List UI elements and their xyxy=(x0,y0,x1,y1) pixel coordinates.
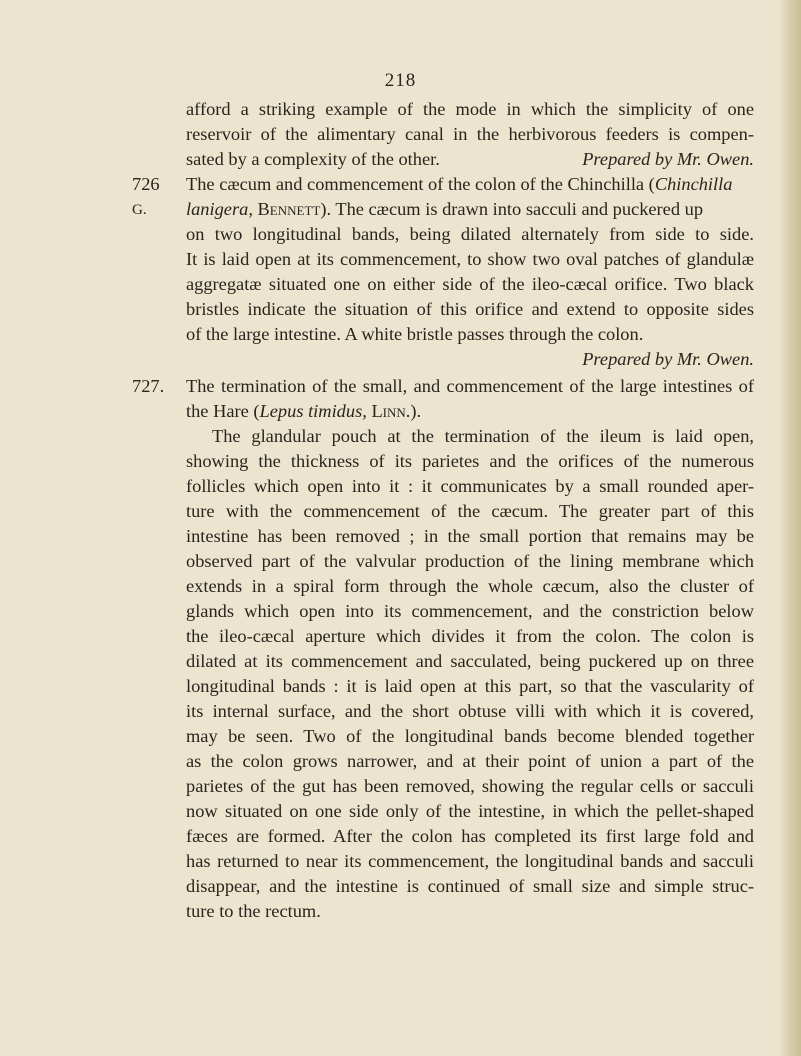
page-edge-shadow xyxy=(779,0,801,1056)
entry-726-line: bristles indicate the situation of this orifice and extend to opposite sides xyxy=(186,299,754,319)
entry-727-line: intestine has been removed ; in the small portion that remains may be xyxy=(186,526,754,546)
entry-727-line: ture to the rectum. xyxy=(186,901,321,921)
entry-726-line: of the large intestine. A white bristle passes through the colon. xyxy=(186,324,644,344)
entry-727-line: now situated on one side only of the intestine, in which the pellet-shaped xyxy=(186,801,754,821)
entry-726-line: aggregatæ situated one on either side of the ileo-cæcal orifice. Two black xyxy=(186,274,754,294)
entry-726-credit: Prepared by Mr. Owen. xyxy=(582,349,754,369)
entry-726-line: on two longitudinal bands, being dilated alternately from side to side. xyxy=(186,224,754,244)
entry-727-line: as the colon grows narrower, and at their point of union a part of the xyxy=(186,751,754,771)
entry-727-line: its internal surface, and the short obtuse villi with which it is covered, xyxy=(186,701,754,721)
entry-727-line: observed part of the valvular production of the lining membrane which xyxy=(186,551,754,571)
entry-726-line: lanigera, Bennett). The cæcum is drawn into sacculi and puckered up xyxy=(186,199,704,219)
intro-line: reservoir of the alimentary canal in the herbivorous feeders is compen- xyxy=(186,124,754,144)
species-name: lanigera, xyxy=(186,199,253,219)
species-authority: Linn. xyxy=(371,401,411,421)
intro-credit: Prepared by Mr. Owen. xyxy=(582,149,754,169)
entry-727-first-line: The termination of the small, and commencement of the large intestines of xyxy=(186,376,754,396)
entry-727-line: may be seen. Two of the longitudinal bands become blended together xyxy=(186,726,754,746)
entry-727-line: the Hare (Lepus timidus, Linn.). xyxy=(186,401,422,421)
entry-727-line: follicles which open into it : it communicates by a small rounded aper- xyxy=(186,476,754,496)
entry-727-line: ture with the commencement of the cæcum. The greater part of this xyxy=(186,501,754,521)
entry-727-line: disappear, and the intestine is continued of small size and simple struc- xyxy=(186,876,754,896)
entry-727-line: the ileo-cæcal aperture which divides it from the colon. The colon is xyxy=(186,626,754,646)
entry-727-line: extends in a spiral form through the whole cæcum, also the cluster of xyxy=(186,576,754,596)
entry-number-727: 727. xyxy=(132,376,165,396)
species-authority: Bennett xyxy=(257,199,321,219)
intro-line: afford a striking example of the mode in which the simplicity of one xyxy=(186,99,754,119)
entry-number-726: 726 G. xyxy=(132,174,160,218)
entry-726-line: It is laid open at its commencement, to show two oval patches of glandulæ xyxy=(186,249,754,269)
species-name: Lepus timidus, xyxy=(259,401,367,421)
entry-727-line: glands which open into its commencement, and the constriction below xyxy=(186,601,754,621)
entry-727-line: fæces are formed. After the colon has completed its first large fold and xyxy=(186,826,754,846)
entry-727-line: showing the thickness of its parietes and the orifices of the numerous xyxy=(186,451,754,471)
entry-727-line: has returned to near its commencement, the longitudinal bands and sacculi xyxy=(186,851,754,871)
entry-727-line: parietes of the gut has been removed, showing the regular cells or sacculi xyxy=(186,776,754,796)
entry-726-first-line: The cæcum and commencement of the colon of the Chinchilla (Chinchilla xyxy=(186,174,733,194)
entry-727-line: dilated at its commencement and sacculated, being puckered up on three xyxy=(186,651,754,671)
entry-727-line: The glandular pouch at the termination of the ileum is laid open, xyxy=(212,426,754,446)
entry-727-line: longitudinal bands : it is laid open at this part, so that the vascularity of xyxy=(186,676,754,696)
intro-line: sated by a complexity of the other. xyxy=(186,149,440,169)
intro-last-line xyxy=(186,147,754,171)
species-name: Chinchilla xyxy=(654,174,733,194)
page-number: 218 xyxy=(384,70,417,91)
